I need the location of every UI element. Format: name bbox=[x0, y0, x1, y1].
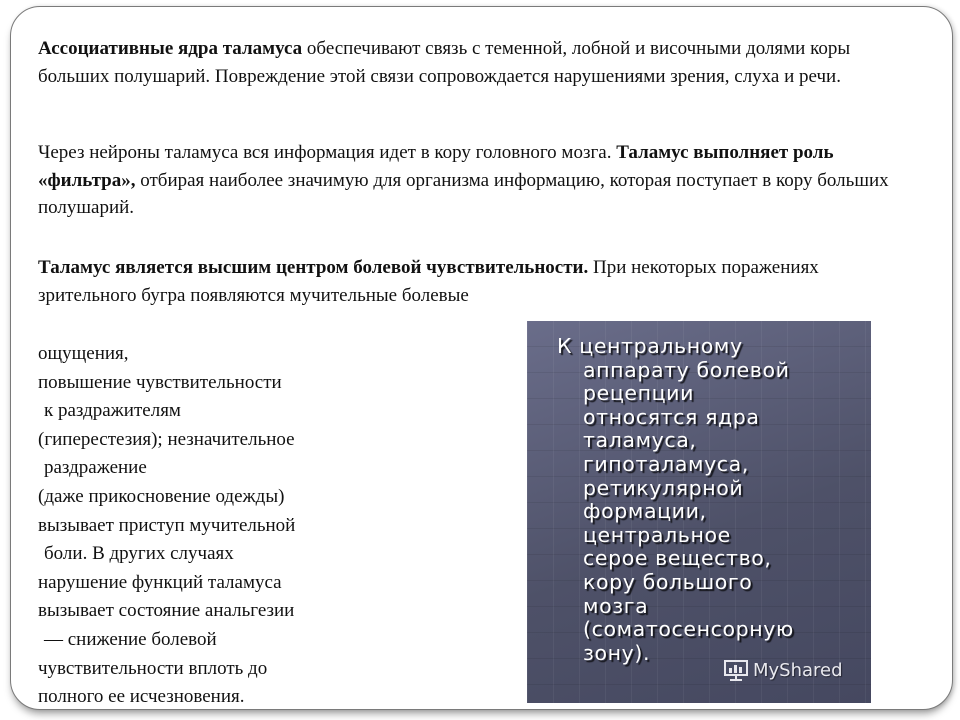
paragraph-pain-center bbox=[38, 254, 868, 309]
watermark-text: MyShared bbox=[753, 659, 843, 681]
text-line: к раздражителям bbox=[44, 400, 181, 422]
text-line: вызывает состояние анальгезии bbox=[38, 600, 295, 622]
myshared-watermark bbox=[723, 659, 843, 681]
paragraph-2-post: отбирая наиболее значимую для организма информацию, которая поступает в кору больших полушарий. bbox=[38, 169, 889, 218]
paragraph-filter bbox=[38, 139, 918, 222]
paragraph-3-bold: Таламус является высшим центром болевой чувствительности. bbox=[38, 257, 589, 278]
text-line: (даже прикосновение одежды) bbox=[38, 485, 285, 507]
text-line: полного ее исчезновения. bbox=[38, 686, 245, 708]
box-line: таламуса, bbox=[583, 428, 697, 453]
box-line: относятся ядра bbox=[583, 404, 760, 429]
box-line: кору большого bbox=[583, 569, 753, 594]
text-line: раздражение bbox=[44, 457, 147, 479]
box-line: ретикулярной bbox=[583, 475, 744, 500]
text-line: нарушение функций таламуса bbox=[38, 571, 282, 593]
box-line: гипоталамуса, bbox=[583, 451, 749, 476]
pain-description-column bbox=[38, 340, 398, 712]
text-line: вызывает приступ мучительной bbox=[38, 514, 296, 536]
text-line: боли. В других случаях bbox=[44, 543, 234, 565]
box-line: центральное bbox=[583, 522, 731, 547]
presentation-board-icon bbox=[723, 659, 749, 681]
text-line: повышение чувствительности bbox=[38, 371, 282, 393]
box-line: К центральному bbox=[557, 334, 743, 358]
paragraph-1-text: обеспечивают связь с теменной, лобной и височными долями коры больших полушарий. Повреждение этой связи сопровождается нарушениями зрения, слуха и речи. bbox=[38, 38, 851, 87]
text-line: чувствительности вплоть до bbox=[38, 657, 268, 679]
box-line: аппарату болевой bbox=[583, 357, 790, 382]
pain-reception-image bbox=[527, 321, 871, 703]
box-line: зону). bbox=[583, 640, 651, 665]
box-line: рецепции bbox=[583, 381, 694, 406]
paragraph-3-text: При некоторых поражениях зрительного бугра появляются мучительные болевые bbox=[38, 257, 819, 306]
paragraph-associative-nuclei bbox=[38, 35, 868, 90]
box-line: мозга bbox=[583, 593, 649, 618]
pain-reception-text bbox=[557, 335, 867, 665]
box-line: формации, bbox=[583, 499, 707, 524]
box-line: серое вещество, bbox=[583, 546, 772, 571]
text-line: — снижение болевой bbox=[44, 628, 217, 650]
paragraph-2-pre: Через нейроны таламуса вся информация идет в кору головного мозга. bbox=[38, 142, 617, 163]
text-line: (гиперестезия); незначительное bbox=[38, 428, 295, 450]
paragraph-2-bold: Таламус выполняет роль «фильтра», bbox=[38, 142, 834, 191]
paragraph-1-bold: Ассоциативные ядра таламуса bbox=[38, 38, 303, 59]
text-line: ощущения, bbox=[38, 343, 129, 364]
box-line: (соматосенсорную bbox=[583, 617, 794, 642]
